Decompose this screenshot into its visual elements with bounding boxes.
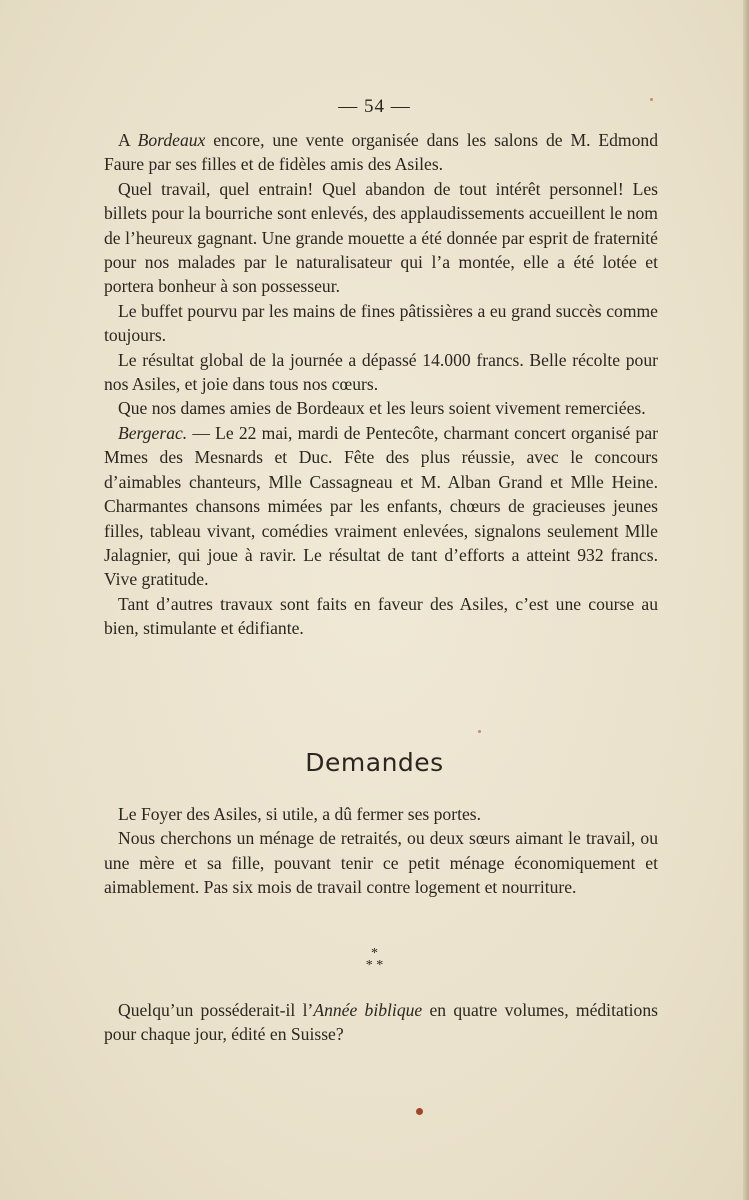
article-demandes <box>104 802 658 900</box>
ink-dot <box>416 1108 423 1115</box>
asterism: * * * <box>365 946 384 973</box>
section-heading: Demandes <box>305 748 444 777</box>
paragraph-bordeaux: A Bordeaux encore, une vente organisée dans les salons de M. Edmond Faure par ses filles et de fidèles amis des Asiles. <box>104 130 658 175</box>
paragraph-foyer: Le Foyer des Asiles, si utile, a dû fermer ses portes. <box>118 804 482 824</box>
article-annee-biblique <box>104 998 658 1047</box>
paragraph-travaux: Tant d’autres travaux sont faits en faveur des Asiles, c’est une course au bien, stimulante et édifiante. <box>104 593 658 639</box>
paragraph-menage: Nous cherchons un ménage de retraités, ou deux sœurs aimant le travail, ou une mère et sa fille, pouvant tenir ce petit ménage économiquement et aimablement. Pas six mois de travail contre logement et nourriture. <box>104 828 658 898</box>
paragraph-annee-biblique: Quelqu’un posséderait-il l’Année biblique en quatre volumes, méditations pour chaque jour, édité en Suisse? <box>104 1000 658 1045</box>
article-top <box>104 128 658 641</box>
paper-speck <box>650 98 653 101</box>
page-number: — 54 — <box>338 96 411 117</box>
paragraph-resultat: Le résultat global de la journée a dépassé 14.000 francs. Belle récolte pour nos Asiles, et joie dans tous nos cœurs. <box>104 349 658 395</box>
paragraph-buffet: Le buffet pourvu par les mains de fines pâtissières a eu grand succès comme toujours. <box>104 300 658 346</box>
page-edge <box>743 0 749 1200</box>
paragraph-remerciements: Que nos dames amies de Bordeaux et les leurs soient vivement remerciées. <box>118 398 646 419</box>
paper-speck <box>478 730 481 733</box>
paragraph-travail: Quel travail, quel entrain! Quel abandon de tout intérêt personnel! Les billets pour la bourriche sont enlevés, des applaudissements accueillent le nom de l’heureux gagnant. Une grande mouette a été donnée par esprit de fraternité pour nos malades par le naturalisateur qui l’a montée, elle a été lotée et portera bonheur à son possesseur. <box>104 178 658 297</box>
paragraph-bergerac: Bergerac. — Le 22 mai, mardi de Pentecôte, charmant concert organisé par Mmes des Mesnards et Duc. Fête des plus réussie, avec le concours d’aimables chanteurs, Mlle Cassagneau et M. Alban Grand et Mlle Heine. Charmantes chansons mimées par les enfants, chœurs de gracieuses jeunes filles, tableau vivant, comédies vraiment enlevées, signalons seulement Mlle Jalagnier, qui joue à ravir. Le résultat de tant d’efforts a atteint 932 francs. Vive gratitude. <box>104 422 658 590</box>
